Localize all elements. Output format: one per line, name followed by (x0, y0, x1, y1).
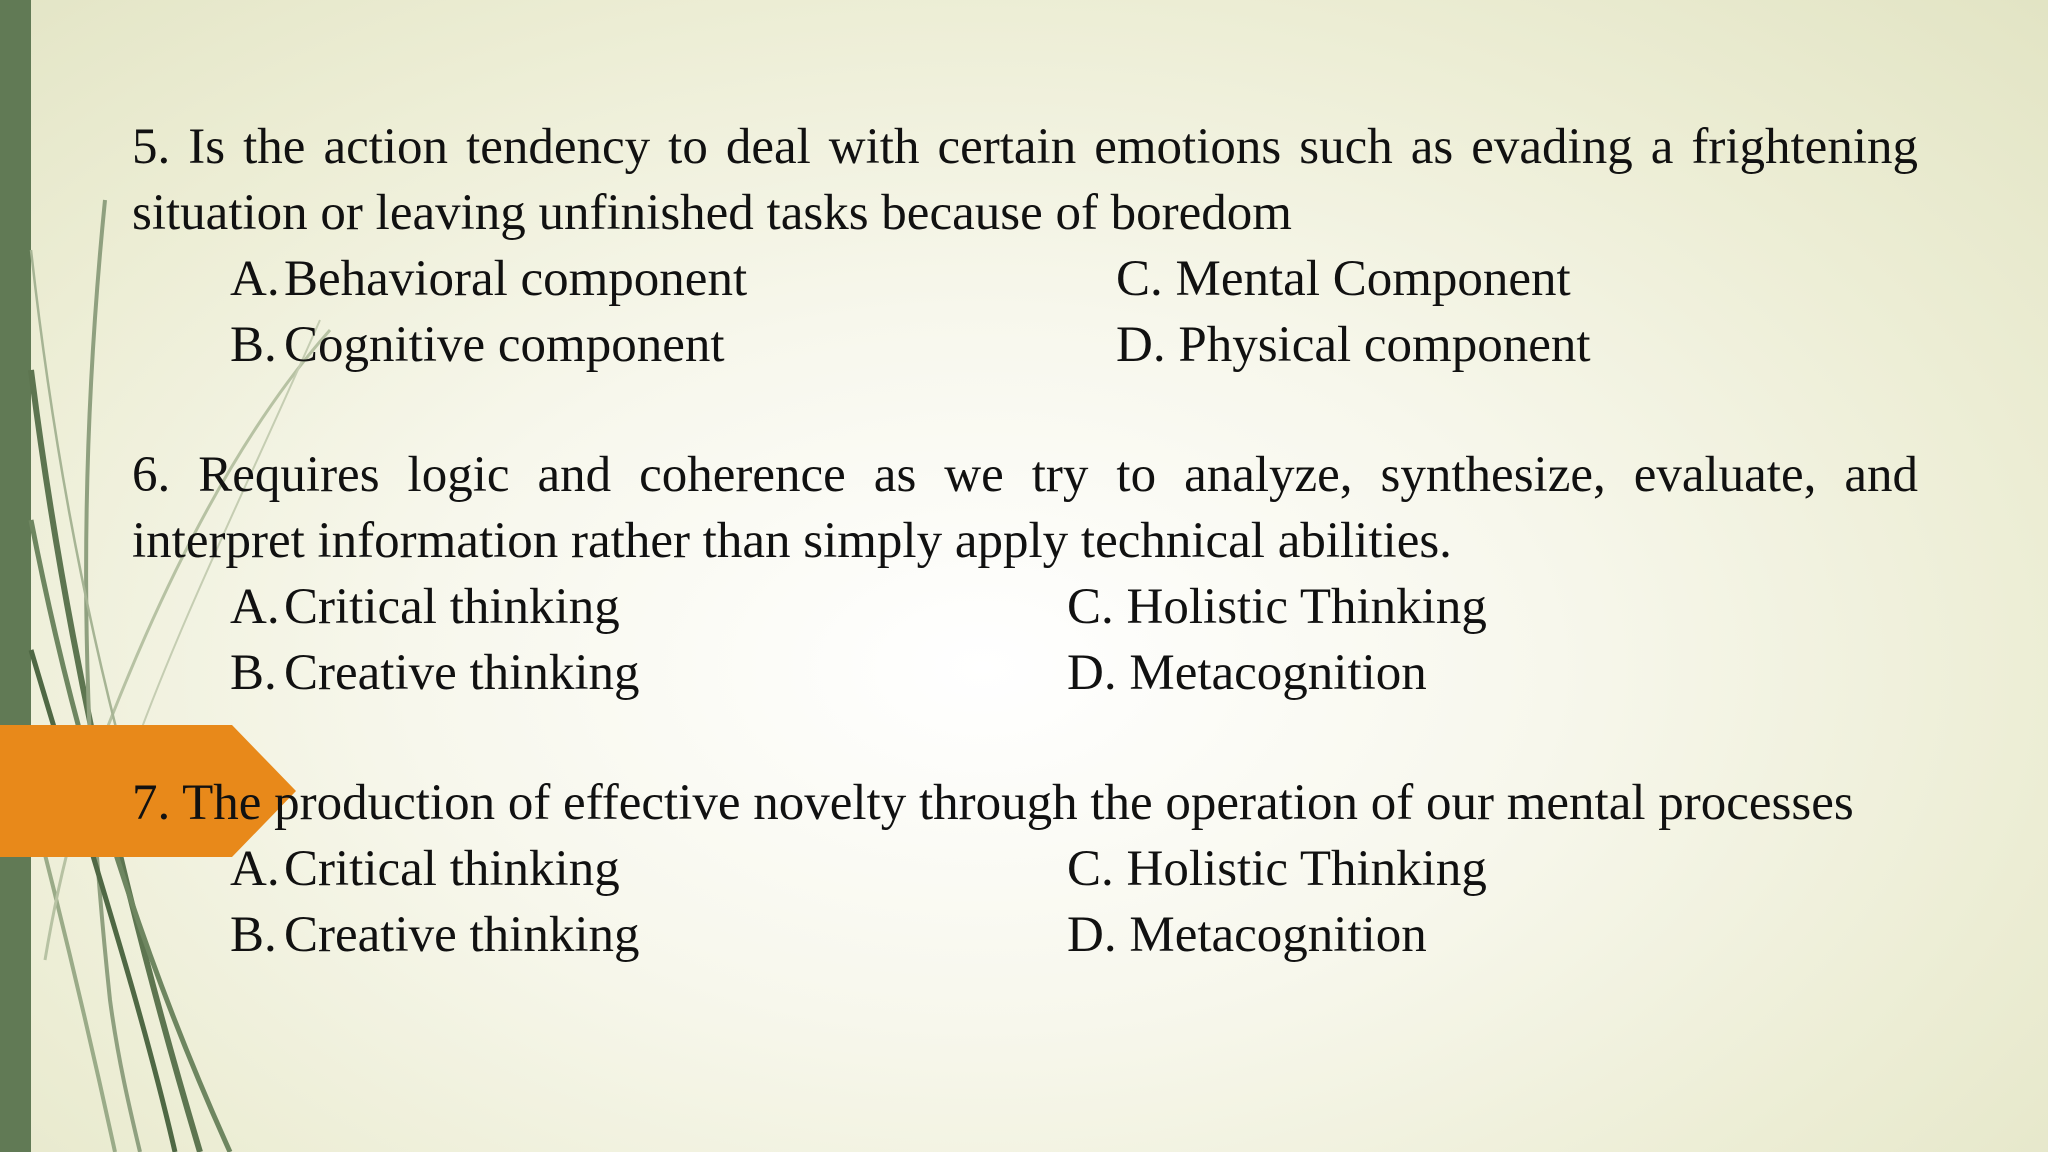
left-accent-bar (0, 0, 31, 1152)
option-text: Behavioral component (284, 251, 748, 307)
option-text: Cognitive component (284, 317, 725, 373)
option-b (230, 902, 640, 968)
option-letter: B. (230, 907, 277, 963)
option-text: Critical thinking (284, 579, 620, 635)
option-letter: C. (1067, 841, 1114, 897)
option-c (1067, 574, 1487, 640)
option-letter: C. (1116, 251, 1163, 307)
option-b (230, 640, 640, 706)
option-letter: A. (230, 251, 280, 307)
option-letter: D. (1116, 317, 1166, 373)
option-text: Physical component (1178, 317, 1591, 373)
option-text: Metacognition (1129, 907, 1427, 963)
option-d (1067, 902, 1427, 968)
question-7 (132, 770, 1918, 968)
option-text: Creative thinking (284, 645, 640, 701)
option-text: Holistic Thinking (1126, 579, 1487, 635)
option-c (1116, 246, 1571, 312)
option-text: Holistic Thinking (1126, 841, 1487, 897)
option-d (1116, 312, 1591, 378)
question-text: 7. The production of effective novelty through the operation of our mental processes (132, 775, 1854, 831)
option-letter: B. (230, 317, 277, 373)
option-text: Metacognition (1129, 645, 1427, 701)
option-letter: C. (1067, 579, 1114, 635)
option-c (1067, 836, 1487, 902)
option-text: Critical thinking (284, 841, 620, 897)
option-b (230, 312, 725, 378)
options-grid (132, 574, 1918, 706)
question-6 (132, 442, 1918, 706)
option-letter: A. (230, 579, 280, 635)
option-text: Creative thinking (284, 907, 640, 963)
option-letter: B. (230, 645, 277, 701)
question-text: 6. Requires logic and coherence as we try to analyze, synthesize, evaluate, and interpret information rather than simply apply technical abilities. (132, 447, 1918, 569)
options-grid (132, 246, 1918, 378)
option-a (230, 246, 747, 312)
options-grid (132, 836, 1918, 968)
option-d (1067, 640, 1427, 706)
question-5 (132, 114, 1918, 378)
option-text: Mental Component (1175, 251, 1571, 307)
question-text: 5. Is the action tendency to deal with certain emotions such as evading a frightening situation or leaving unfinished tasks because of boredom (132, 119, 1918, 241)
option-a (230, 836, 620, 902)
option-letter: D. (1067, 907, 1117, 963)
option-letter: A. (230, 841, 280, 897)
option-a (230, 574, 620, 640)
option-letter: D. (1067, 645, 1117, 701)
